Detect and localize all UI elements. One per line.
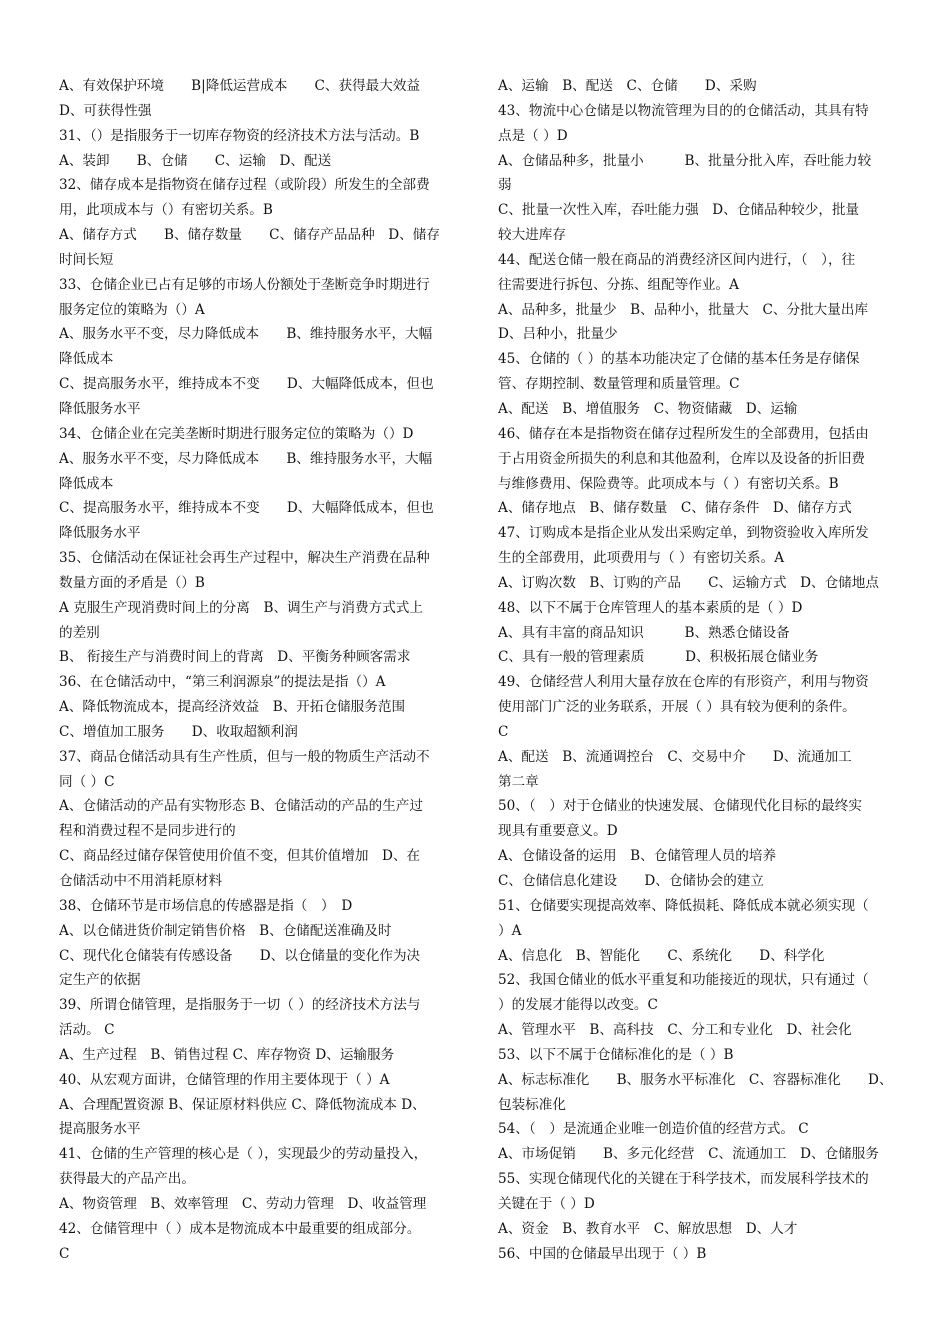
text-line: 55、实现仓储现代化的关键在于科学技术，而发展科学技术的: [498, 1171, 869, 1188]
text-line: 31、（）是指服务于一切库存物资的经济技术方法与活动。B: [59, 127, 420, 144]
text-line: 54、（ ）是流通企业唯一创造价值的经营方式。 C: [498, 1121, 809, 1138]
text-line: 服务定位的策略为（）A: [59, 301, 205, 318]
right-text-column: [498, 74, 893, 1267]
text-line: C、现代化仓储装有传感设备 D、以仓储量的变化作为决: [59, 947, 421, 964]
text-line: A、生产过程 B、销售过程 C、库存物资 D、运输服务: [59, 1046, 395, 1063]
text-line: A、仓储品种多，批量小 B、批量分批入库，吞吐能力较: [498, 152, 872, 169]
text-line: A、仓储活动的产品有实物形态 B、仓储活动的产品的生产过: [59, 798, 423, 815]
text-line: 44、配送仓储一般在商品的消费经济区间内进行，（ ），往: [498, 251, 856, 268]
text-line: 管、存期控制、数量管理和质量管理。C: [498, 376, 740, 393]
text-line: 仓储活动中不用消耗原材料: [59, 873, 223, 889]
text-line: 活动。 C: [59, 1022, 115, 1039]
text-line: 49、仓储经营人利用大量存放在仓库的有形资产，利用与物资: [498, 674, 869, 691]
text-line: 点是（ ）D: [498, 127, 568, 144]
text-line: A、管理水平 B、高科技 C、分工和专业化 D、社会化: [498, 1022, 852, 1039]
left-text-column: [59, 74, 454, 1267]
text-line: 同（ ）C: [59, 773, 115, 790]
text-line: 数量方面的矛盾是（）B: [59, 574, 205, 591]
text-line: C: [498, 723, 509, 740]
text-line: 53、以下不属于仓储标准化的是（ ）B: [498, 1046, 734, 1063]
text-line: 50、（ ）对于仓储业的快速发展、仓储现代化目标的最终实: [498, 798, 862, 815]
text-line: 42、仓储管理中（ ）成本是物流成本中最重要的组成部分。: [59, 1220, 421, 1237]
text-line: A、品种多，批量少 B、品种小，批量大 C、分批大量出库: [498, 301, 869, 318]
text-line: 提高服务水平: [59, 1121, 141, 1138]
text-line: 与维修费用、保险费等。此项成本与（ ）有密切关系。B: [498, 475, 839, 492]
text-line: 37、商品仓储活动具有生产性质，但与一般的物质生产活动不: [59, 748, 430, 765]
text-line: 降低成本: [59, 351, 114, 368]
text-line: 降低成本: [59, 475, 114, 492]
text-line: 32、储存成本是指物资在储存过程（或阶段）所发生的全部费: [59, 177, 430, 194]
text-line: C、仓储信息化建设 D、仓储协会的建立: [498, 873, 764, 889]
text-line: C、提高服务水平，维持成本不变 D、大幅降低成本，但也: [59, 500, 434, 517]
text-line: A、市场促销 B、多元化经营 C、流通加工 D、仓储服务: [498, 1146, 879, 1163]
text-line: A、订购次数 B、订购的产品 C、运输方式 D、仓储地点: [498, 574, 879, 591]
text-line: A、配送 B、增值服务 C、物资储藏 D、运输: [498, 400, 798, 417]
text-line: A 克服生产现消费时间上的分离 B、调生产与消费方式式上: [59, 599, 423, 616]
text-line: A、储存方式 B、储存数量 C、储存产品品种 D、储存: [59, 227, 440, 244]
text-line: C、商品经过储存保管使用价值不变，但其价值增加 D、在: [59, 848, 421, 865]
text-line: 40、从宏观方面讲，仓储管理的作用主要体现于（ ）A: [59, 1071, 390, 1088]
text-line: 生的全部费用，此项费用与（ ）有密切关系。A: [498, 550, 785, 567]
text-line: A、信息化 B、智能化 C、系统化 D、科学化: [498, 947, 825, 964]
text-line: A、降低物流成本，提高经济效益 B、开拓仓储服务范围: [59, 699, 406, 716]
text-line: A、装卸 B、仓储 C、运输 D、配送: [59, 152, 332, 169]
text-line: C、增值加工服务 D、收取超额利润: [59, 723, 298, 740]
text-line: B、 衔接生产与消费时间上的背离 D、平衡务种顾客需求: [59, 649, 411, 666]
text-line: A、物资管理 B、效率管理 C、劳动力管理 D、收益管理: [59, 1195, 427, 1212]
text-line: A、运输 B、配送 C、仓储 D、采购: [498, 78, 757, 94]
text-line: 获得最大的产品产出。: [59, 1171, 195, 1188]
text-line: A、有效保护环境 B|降低运营成本 C、获得最大效益: [59, 78, 421, 94]
text-line: 33、仓储企业已占有足够的市场人份额处于垄断竞争时期进行: [59, 276, 430, 293]
text-line: 降低服务水平: [59, 525, 141, 542]
text-line: 降低服务水平: [59, 400, 141, 417]
text-line: 35、仓储活动在保证社会再生产过程中，解决生产消费在品种: [59, 550, 430, 567]
text-line: 48、以下不属于仓库管理人的基本素质的是（ ）D: [498, 599, 803, 616]
text-line: ）A: [498, 922, 522, 939]
text-line: A、以仓储进货价制定销售价格 B、仓储配送准确及时: [59, 922, 392, 939]
text-line: 的差别: [59, 624, 100, 641]
text-line: A、具有丰富的商品知识 B、熟悉仓储设备: [498, 624, 790, 641]
text-line: 于占用资金所损失的利息和其他盈利，仓库以及设备的折旧费: [498, 450, 866, 467]
text-line: A、服务水平不变，尽力降低成本 B、维持服务水平，大幅: [59, 450, 433, 467]
text-line: 弱: [498, 177, 512, 194]
text-line: C、具有一般的管理素质 D、积极拓展仓储业务: [498, 649, 819, 666]
text-line: 现具有重要意义。D: [498, 823, 618, 840]
text-line: 34、仓储企业在完美垄断时期进行服务定位的策略为（）D: [59, 425, 414, 442]
text-line: 46、储存在本是指物资在储存过程所发生的全部费用，包括由: [498, 425, 869, 442]
text-line: ）的发展才能得以改变。C: [498, 997, 658, 1014]
text-line: 包装标准化: [498, 1096, 566, 1113]
text-line: A、合理配置资源 B、保证原材料供应 C、降低物流成本 D、: [59, 1096, 426, 1113]
text-line: 使用部门广泛的业务联系，开展（ ）具有较为便利的条件。: [498, 699, 856, 716]
text-line: D、吕种小，批量少: [498, 326, 618, 343]
text-line: C: [59, 1245, 70, 1262]
text-line: 往需要进行拆包、分拣、组配等作业。A: [498, 276, 739, 293]
text-line: C、提高服务水平，维持成本不变 D、大幅降低成本，但也: [59, 376, 434, 393]
text-line: 程和消费过程不是同步进行的: [59, 823, 236, 840]
text-line: A、资金 B、教育水平 C、解放思想 D、人才: [498, 1220, 798, 1237]
text-line: 定生产的依据: [59, 972, 141, 989]
text-line: 较大进库存: [498, 227, 566, 244]
text-line: 关键在于（ ）D: [498, 1195, 595, 1212]
text-line: C、批量一次性入库，吞吐能力强 D、仓储品种较少，批量: [498, 202, 860, 219]
text-line: 47、订购成本是指企业从发出采购定单，到物资验收入库所发: [498, 525, 869, 542]
text-line: 时间长短: [59, 251, 114, 268]
text-line: 41、仓储的生产管理的核心是（ ），实现最少的劳动量投入，: [59, 1146, 428, 1163]
text-line: A、服务水平不变，尽力降低成本 B、维持服务水平，大幅: [59, 326, 433, 343]
text-line: 38、仓储环节是市场信息的传感器是指（ ） D: [59, 897, 353, 914]
text-line: A、配送 B、流通调控台 C、交易中介 D、流通加工: [498, 748, 852, 765]
text-line: 51、仓储要实现提高效率、降低损耗、降低成本就必须实现（: [498, 897, 869, 914]
text-line: 39、所谓仓储管理，是指服务于一切（ ）的经济技术方法与: [59, 997, 421, 1014]
text-line: 36、在仓储活动中，“第三利润源泉”的提法是指（）A: [59, 674, 386, 691]
text-line: 56、中国的仓储最早出现于（ ）B: [498, 1245, 707, 1262]
text-line: 45、仓储的（ ）的基本功能决定了仓储的基本任务是存储保: [498, 351, 860, 368]
text-line: A、标志标准化 B、服务水平标准化 C、容器标准化 D、: [498, 1071, 893, 1088]
text-line: 用，此项成本与（）有密切关系。B: [59, 202, 273, 219]
text-line: A、仓储设备的运用 B、仓储管理人员的培养: [498, 848, 777, 865]
text-line: 第二章: [498, 773, 539, 790]
text-line: 52、我国仓储业的低水平重复和功能接近的现状，只有通过（: [498, 972, 869, 989]
text-line: D、可获得性强: [59, 102, 152, 119]
text-line: 43、物流中心仓储是以物流管理为目的的仓储活动，其具有特: [498, 102, 869, 119]
text-line: A、储存地点 B、储存数量 C、储存条件 D、储存方式: [498, 500, 852, 517]
